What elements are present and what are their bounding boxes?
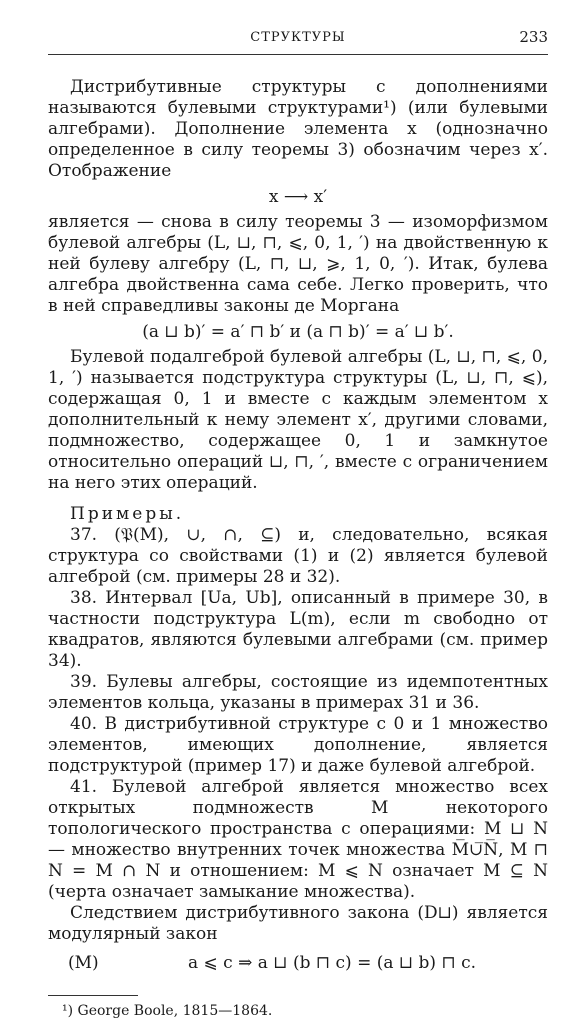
running-title: СТРУКТУРЫ (250, 30, 346, 45)
paragraph-subalgebra: Булевой подалгеброй булевой алгебры (L, ⊔, ⊓, ⩽, 0, 1, ′) называется подструктура структуры (L, ⊔, ⊓, ⩽), содержащая 0, 1 и вместе с каждым элементом x дополнительный к нему элемент x′, другими словами, подмножество, содержащее 0, 1 и замкнутое относительно операций ⊔, ⊓, ′, вместе с ограничением на него этих операций. (48, 347, 548, 493)
formula-modular: a ⩽ c ⇒ a ⊔ (b ⊓ c) = (a ⊔ b) ⊓ c. (188, 953, 477, 973)
example-38: 38. Интервал [Ua, Ub], описанный в примере 30, в частности подструктура L(m), если m свободно от квадратов, являются булевыми алгебрами (см. пример 34). (48, 588, 548, 671)
formula-modular-label: (M) (68, 953, 99, 973)
paragraph-boolean-structures: Дистрибутивные структуры с дополнениями называются булевыми структурами¹) (или булевыми алгебрами). Дополнение элемента x (однозначно определенное в силу теоремы 3) обозначим через x′. Отображение (48, 77, 548, 181)
header-rule (48, 54, 548, 55)
footnote: ¹) George Boole, 1815—1864. (62, 1003, 273, 1019)
example-41: 41. Булевой алгеброй является множество всех открытых подмножеств M некоторого топологического пространства с операциями: M ⊔ N — множество внутренних точек множества M̅∪̅N̅, M ⊓ N = M ∩ N и отношением: M ⩽ N означает M ⊆ N (черта означает замыкание множества). (48, 777, 548, 902)
running-header (48, 26, 548, 52)
page-number: 233 (519, 28, 548, 46)
formula-mapping: x ⟶ x′ (268, 187, 328, 207)
formula-de-morgan: (a ⊔ b)′ = a′ ⊓ b′ и (a ⊓ b)′ = a′ ⊔ b′. (142, 322, 454, 342)
example-40: 40. В дистрибутивной структуре с 0 и 1 множество элементов, имеющих дополнение, является подструктурой (пример 17) и даже булевой алгеброй. (48, 714, 548, 776)
examples-heading: Примеры. (70, 504, 185, 524)
formula-modular-row (48, 951, 548, 981)
example-39: 39. Булевы алгебры, состоящие из идемпотентных элементов кольца, указаны в примерах 31 и 36. (48, 672, 548, 713)
example-37: 37. (𝔓(M), ∪, ∩, ⊆) и, следовательно, всякая структура со свойствами (1) и (2) является булевой алгеброй (см. примеры 28 и 32). (48, 525, 548, 587)
book-page (48, 26, 548, 1020)
paragraph-isomorphism: является — снова в силу теоремы 3 — изоморфизмом булевой алгебры (L, ⊔, ⊓, ⩽, 0, 1, ′) на двойственную к ней булеву алгебру (L, ⊓, ⊔, ⩾, 1, 0, ′). Итак, булева алгебра двойственна сама себе. Легко проверить, что в ней справедливы законы де Моргана (48, 212, 548, 316)
paragraph-modular-law: Следствием дистрибутивного закона (D⊔) является модулярный закон (48, 903, 548, 944)
footnote-rule (48, 995, 138, 996)
